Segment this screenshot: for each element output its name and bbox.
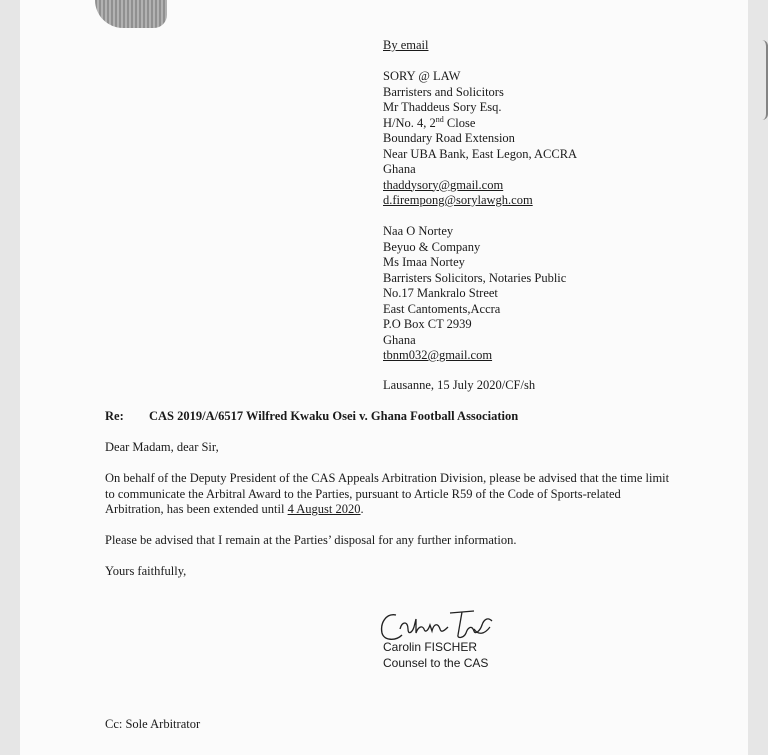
- recipient2-line: Ms Imaa Nortey: [383, 255, 465, 269]
- place-date-reference: Lausanne, 15 July 2020/CF/sh: [383, 378, 536, 392]
- recipient1-line: Mr Thaddeus Sory Esq.: [383, 100, 502, 114]
- recipient1-line: Boundary Road Extension: [383, 131, 515, 145]
- recipient2-email[interactable]: tbnm032@gmail.com: [383, 348, 493, 362]
- recipient2-line: East Cantoments,Accra: [383, 301, 501, 316]
- recipient1-email[interactable]: d.firempong@sorylawgh.com: [383, 193, 533, 207]
- recipient2-line: Barristers Solicitors, Notaries Public: [383, 270, 567, 285]
- extended-deadline: 4 August 2020: [287, 502, 361, 516]
- recipient1-line: Barristers and Solicitors: [383, 84, 504, 99]
- body-paragraph-2: Please be advised that I remain at the Parties’ disposal for any further information.: [105, 533, 517, 547]
- recipient1-line: SORY @ LAW: [383, 69, 461, 83]
- recipient1-email[interactable]: thaddysory@gmail.com: [383, 177, 504, 192]
- signer-title: Counsel to the CAS: [383, 656, 489, 670]
- re-subject: CAS 2019/A/6517 Wilfred Kwaku Osei v. Ghana Football Association: [149, 409, 519, 423]
- recipient2-line: Naa O Nortey: [383, 224, 454, 238]
- re-label: Re:: [105, 409, 124, 423]
- recipient1-address-line: H/No. 4, 2nd Close: [383, 114, 476, 130]
- delivery-method: By email: [383, 38, 429, 52]
- recipient2-line: P.O Box CT 2939: [383, 317, 472, 331]
- scan-edge-mark: [756, 40, 768, 120]
- signer-name: Carolin FISCHER: [383, 640, 478, 654]
- recipient1-line: Ghana: [383, 162, 416, 176]
- salutation: Dear Madam, dear Sir,: [105, 440, 219, 454]
- recipient2-line: Beyuo & Company: [383, 239, 481, 254]
- recipient2-line: Ghana: [383, 332, 416, 347]
- handwritten-signature: [378, 605, 498, 645]
- recipient1-line: Near UBA Bank, East Legon, ACCRA: [383, 146, 578, 161]
- body-paragraph-1: On behalf of the Deputy President of the CAS Appeals Arbitration Division, please be advised that the time limit to communicate the Arbitral Award to the Parties, pursuant to Article R59 of the Code of Sports-related Arbitration, has been extended until 4 August 2020.: [105, 471, 670, 516]
- cc-line: Cc: Sole Arbitrator: [105, 717, 201, 731]
- closing: Yours faithfully,: [105, 564, 187, 578]
- recipient2-line: No.17 Mankralo Street: [383, 286, 498, 300]
